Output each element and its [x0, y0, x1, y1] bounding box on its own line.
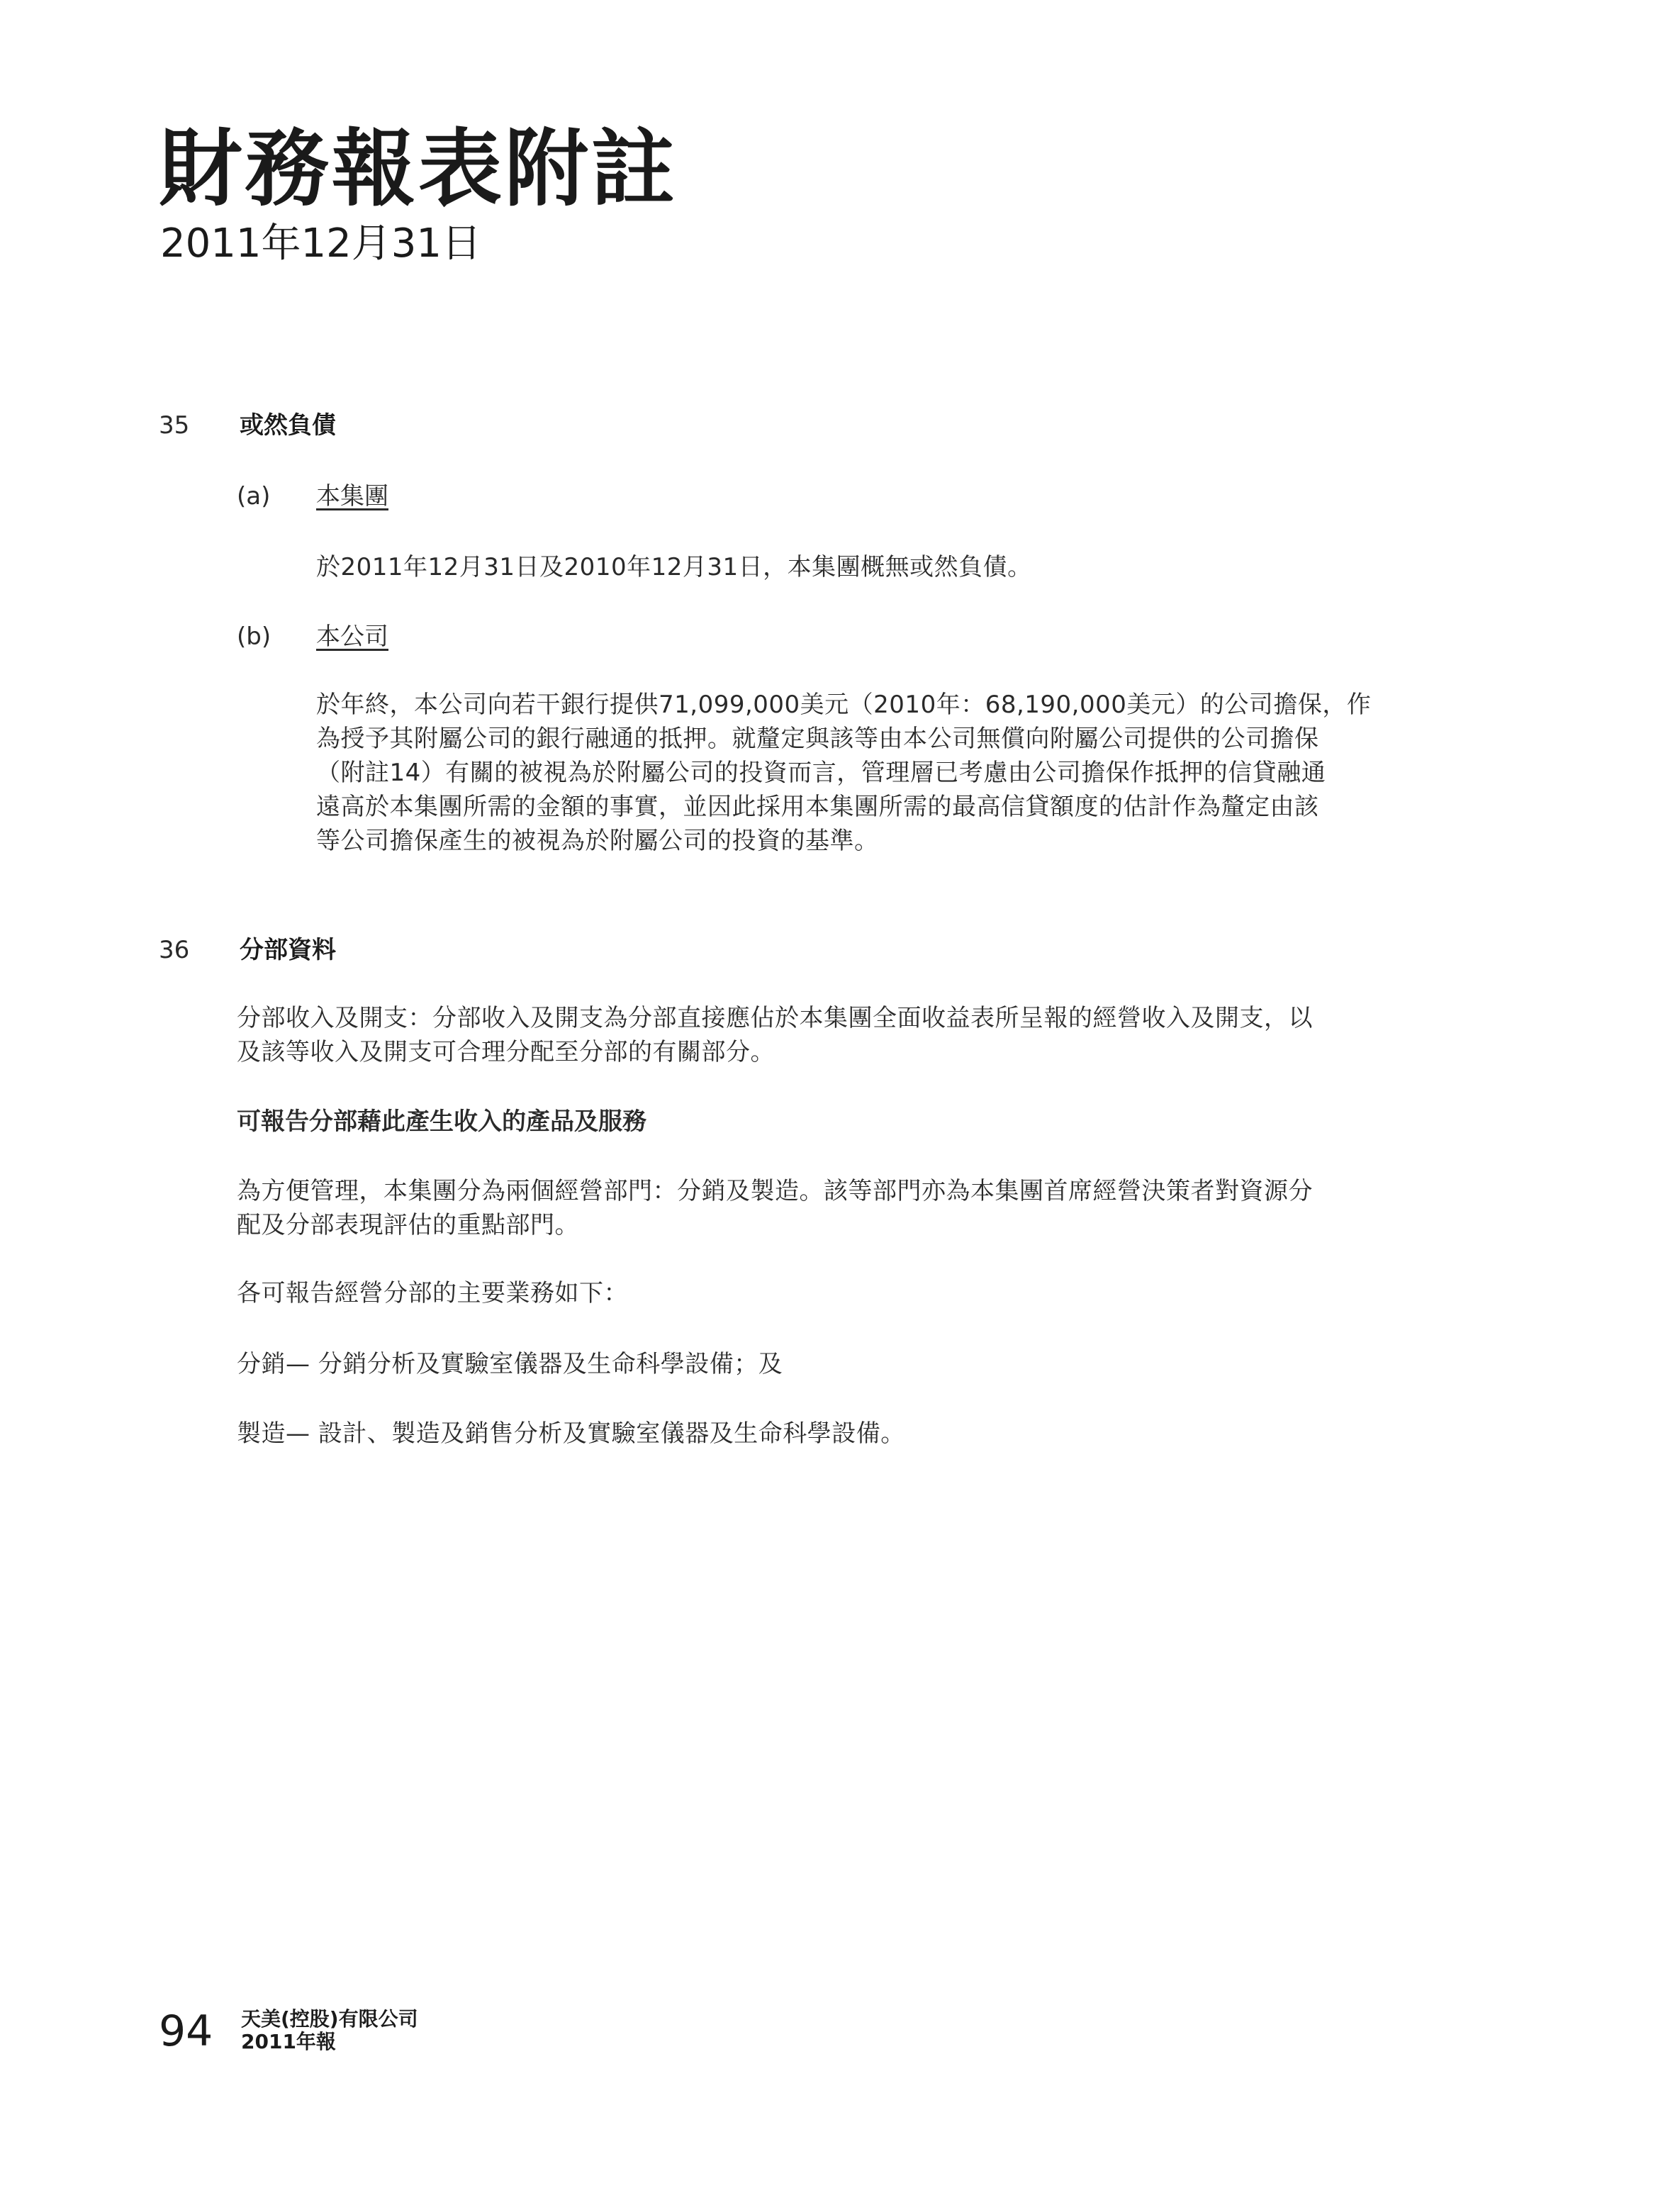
section-35-b-title: 本公司: [316, 623, 388, 651]
section-35-a-title: 本集團: [316, 482, 388, 510]
paragraph-line: 配及分部表現評估的重點部門。: [237, 1211, 579, 1239]
paragraph-line: （附註14）有關的被視為於附屬公司的投資而言，管理層已考慮由公司擔保作抵押的信貸融通: [316, 759, 1326, 787]
footer-report-name: 2011年報: [241, 2030, 336, 2053]
section-36-item-distribution: 分銷— 分銷分析及實驗室儀器及生命科學設備；及: [237, 1350, 783, 1378]
section-36-subheading: 可報告分部藉此產生收入的產品及服務: [237, 1107, 646, 1136]
paragraph-line: 及該等收入及開支可合理分配至分部的有關部分。: [237, 1038, 775, 1066]
section-35-b-label: (b): [237, 623, 271, 651]
section-36-number: 36: [159, 936, 190, 964]
paragraph-line: 為方便管理，本集團分為兩個經營部門：分銷及製造。該等部門亦為本集團首席經營決策者對資源分: [237, 1177, 1313, 1205]
section-35-a-label: (a): [237, 482, 271, 510]
section-35-title: 或然負債: [240, 411, 336, 440]
paragraph-line: 遠高於本集團所需的金額的事實，並因此採用本集團所需的最高信貸額度的估計作為釐定由該: [316, 793, 1319, 821]
section-36-management: [237, 1174, 1534, 1242]
paragraph-line: 等公司擔保產生的被視為於附屬公司的投資的基準。: [316, 827, 879, 855]
section-36-item-manufacturing: 製造— 設計、製造及銷售分析及實驗室儀器及生命科學設備。: [237, 1419, 905, 1448]
paragraph-line: 為授予其附屬公司的銀行融通的抵押。就釐定與該等由本公司無償向附屬公司提供的公司擔保: [316, 725, 1319, 753]
section-35-a-text: 於2011年12月31日及2010年12月31日，本集團概無或然負債。: [316, 553, 1032, 581]
paragraph-line: 於年終，本公司向若干銀行提供71,099,000美元（2010年：68,190,000美元）的公司擔保，作: [316, 691, 1372, 719]
page-date: 2011年12月31日: [160, 221, 482, 267]
section-35-number: 35: [159, 411, 190, 440]
section-36-intro: [237, 1001, 1534, 1069]
section-36-title: 分部資料: [240, 936, 336, 964]
page-number: 94: [159, 2006, 213, 2056]
section-36-list-intro: 各可報告經營分部的主要業務如下：: [237, 1279, 628, 1307]
paragraph-line: 分部收入及開支：分部收入及開支為分部直接應佔於本集團全面收益表所呈報的經營收入及開支，以: [237, 1004, 1313, 1032]
section-35-b-paragraph: [316, 688, 1535, 858]
footer-company-name: 天美(控股)有限公司: [241, 2007, 418, 2031]
page-title: 財務報表附註: [159, 120, 678, 218]
